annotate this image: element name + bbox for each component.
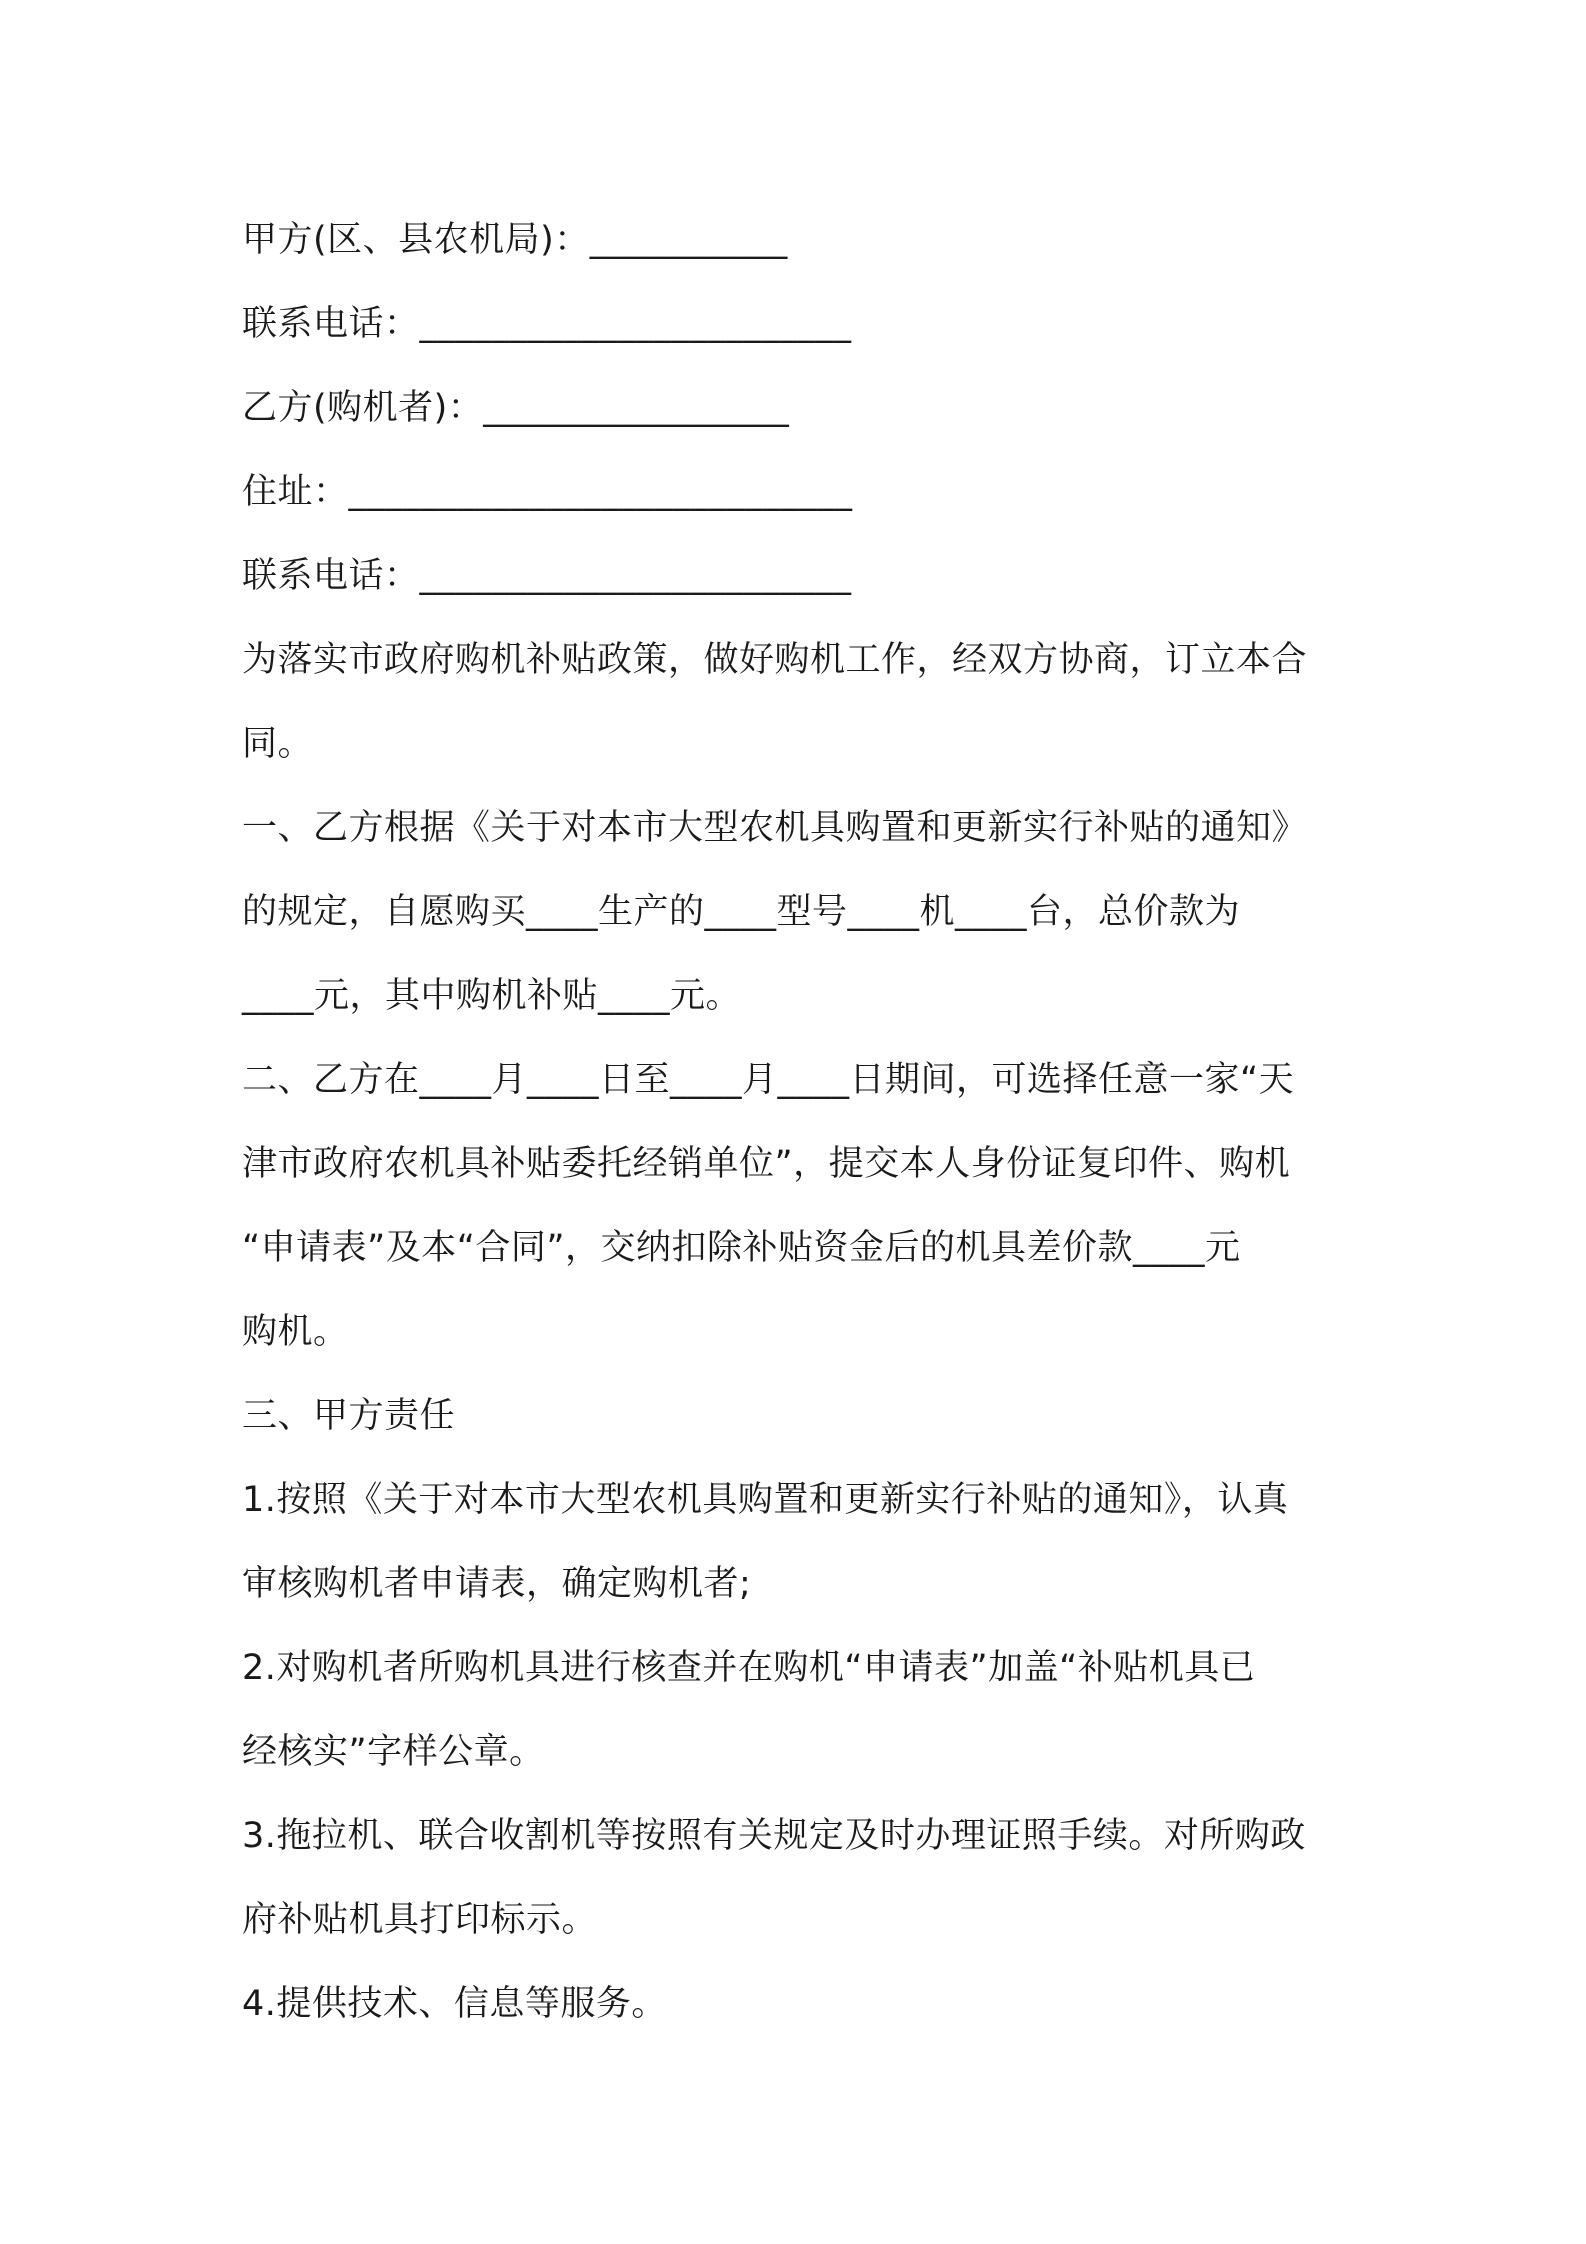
clause-2-line: “申请表”及本“合同”，交纳扣除补贴资金后的机具差价款____元: [242, 1228, 1241, 1268]
clause-2-line: 二、乙方在____月____日至____月____日期间，可选择任意一家“天: [242, 1060, 1295, 1100]
intro-line: 同。: [242, 724, 314, 764]
intro-line: 为落实市政府购机补贴政策，做好购机工作，经双方协商，订立本合: [242, 640, 1308, 680]
clause-3-item-2-line: 2.对购机者所购机具进行核查并在购机“申请表”加盖“补贴机具已: [242, 1648, 1256, 1688]
clause-1-line: ____元，其中购机补贴____元。: [242, 976, 742, 1016]
party-a-field: 甲方(区、县农机局)：___________: [242, 220, 788, 260]
contract-body: [242, 198, 1362, 2046]
clause-3-title: 三、甲方责任: [242, 1396, 456, 1436]
clause-1-line: 的规定，自愿购买____生产的____型号____机____台，总价款为: [242, 892, 1241, 932]
clause-2-line: 津市政府农机具补贴委托经销单位”，提交本人身份证复印件、购机: [242, 1144, 1291, 1184]
party-b-address-field: 住址：____________________________: [242, 472, 853, 512]
clause-3-item-1-line: 审核购机者申请表，确定购机者;: [242, 1564, 752, 1604]
party-b-phone-field: 联系电话：________________________: [242, 556, 852, 596]
clause-3-item-3-line: 3.拖拉机、联合收割机等按照有关规定及时办理证照手续。对所购政: [242, 1816, 1306, 1856]
party-b-field: 乙方(购机者)：_________________: [242, 388, 790, 428]
clause-1-line: 一、乙方根据《关于对本市大型农机具购置和更新实行补贴的通知》: [242, 808, 1308, 848]
clause-3-item-1-line: 1.按照《关于对本市大型农机具购置和更新实行补贴的通知》，认真: [242, 1480, 1289, 1520]
clause-3-item-4-line: 4.提供技术、信息等服务。: [242, 1984, 667, 2024]
clause-2-line: 购机。: [242, 1312, 349, 1352]
clause-3-item-3-line: 府补贴机具打印标示。: [242, 1900, 598, 1940]
party-a-phone-field: 联系电话：________________________: [242, 304, 852, 344]
clause-3-item-2-line: 经核实”字样公章。: [242, 1732, 545, 1772]
